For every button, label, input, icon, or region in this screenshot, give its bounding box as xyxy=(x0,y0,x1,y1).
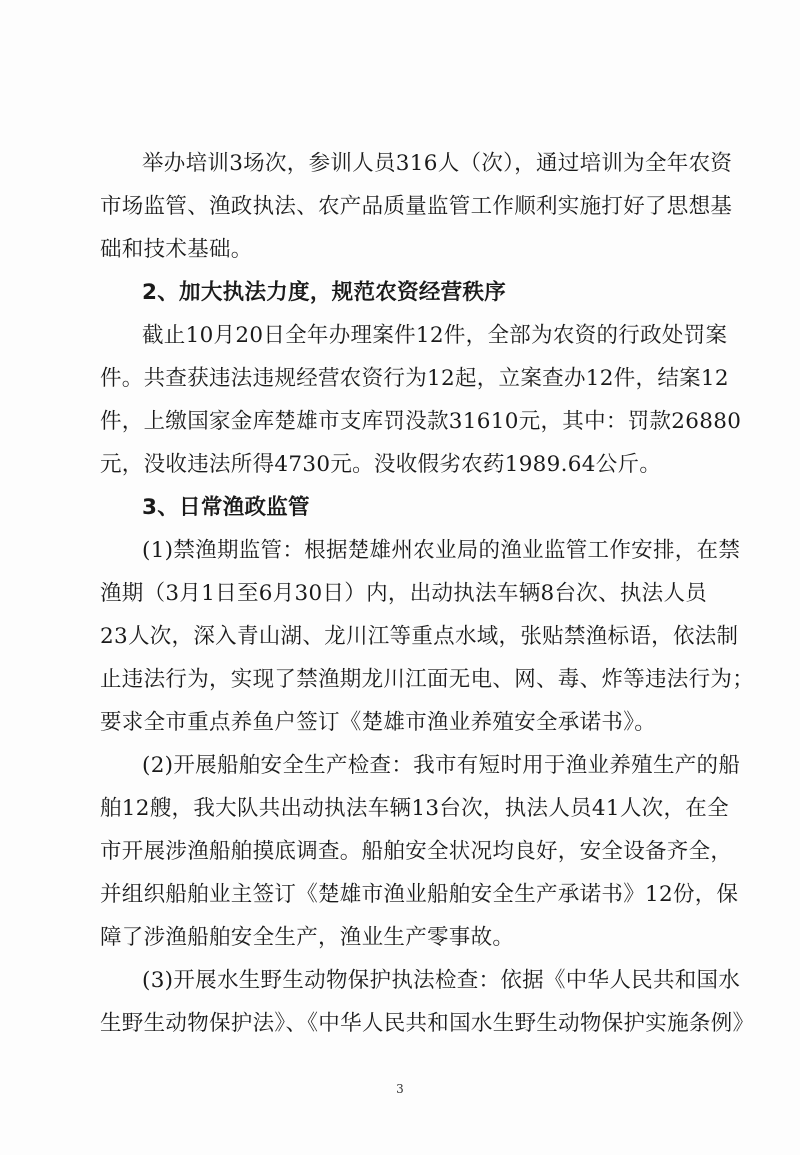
section-heading: 3、日常渔政监管 xyxy=(142,495,310,520)
paragraph-line: 市场监管、渔政执法、农产品质量监管工作顺利实施打好了思想基 xyxy=(100,194,733,219)
paragraph-line: (2)开展船舶安全生产检查：我市有短时用于渔业养殖生产的船 xyxy=(142,753,741,778)
paragraph-line: 生野生动物保护法》、《中华人民共和国水生野生动物保护实施条例》 xyxy=(100,1011,755,1036)
paragraph-line: 止违法行为，实现了禁渔期龙川江面无电、网、毒、炸等违法行为； xyxy=(100,667,755,692)
paragraph-line: 并组织船舶业主签订《楚雄市渔业船舶安全生产承诺书》12份，保 xyxy=(100,882,739,907)
paragraph-line: 元，没收违法所得4730元。没收假劣农药1989.64公斤。 xyxy=(100,452,662,477)
paragraph-line: 23人次，深入青山湖、龙川江等重点水域，张贴禁渔标语，依法制 xyxy=(100,624,739,649)
paragraph-line: (3)开展水生野生动物保护执法检查：依据《中华人民共和国水 xyxy=(142,968,741,993)
paragraph-line: 截止10月20日全年办理案件12件，全部为农资的行政处罚案 xyxy=(142,323,728,348)
paragraph-line: 渔期（3月1日至6月30日）内，出动执法车辆8台次、执法人员 xyxy=(100,581,708,606)
paragraph-line: 要求全市重点养鱼户签订《楚雄市渔业养殖安全承诺书》。 xyxy=(100,710,657,735)
paragraph-line: 础和技术基础。 xyxy=(100,237,253,262)
paragraph-line: 件。共查获违法违规经营农资行为12起，立案查办12件，结案12 xyxy=(100,366,729,391)
paragraph-line: 举办培训3场次，参训人员316人（次），通过培训为全年农资 xyxy=(142,151,733,176)
paragraph-line: (1)禁渔期监管：根据楚雄州农业局的渔业监管工作安排，在禁 xyxy=(142,538,741,563)
paragraph-line: 障了涉渔船舶安全生产，渔业生产零事故。 xyxy=(100,925,515,950)
paragraph-line: 件，上缴国家金库楚雄市支库罚没款31610元，其中：罚款26880 xyxy=(100,409,742,434)
paragraph-line: 舶12艘，我大队共出动执法车辆13台次，执法人员41人次，在全 xyxy=(100,796,729,821)
page-number: 3 xyxy=(396,1082,404,1096)
paragraph-line: 市开展涉渔船舶摸底调查。船舶安全状况均良好，安全设备齐全， xyxy=(100,839,733,864)
section-heading: 2、加大执法力度，规范农资经营秩序 xyxy=(142,280,507,305)
